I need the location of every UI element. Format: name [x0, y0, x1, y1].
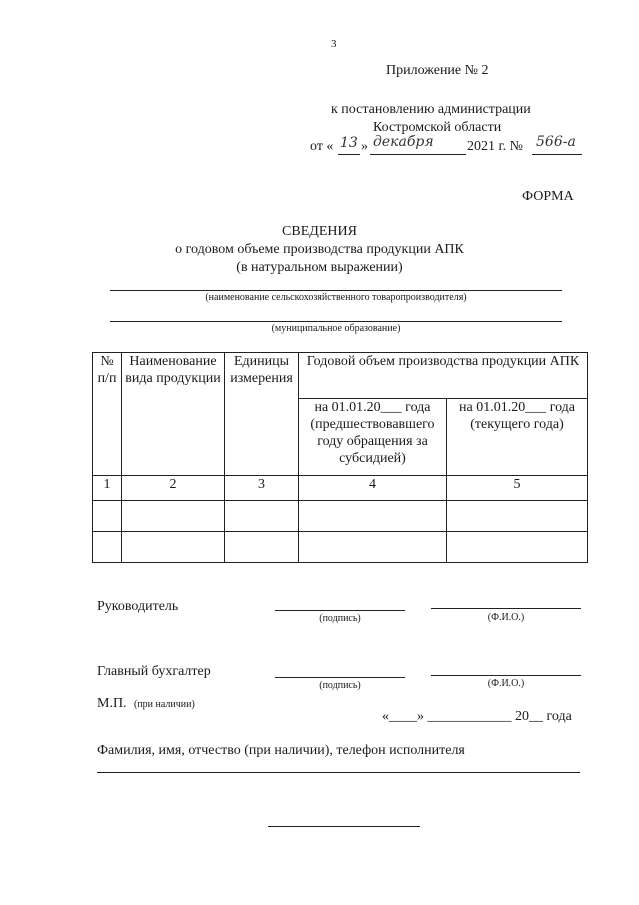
table-row: [93, 501, 588, 532]
number-underline: [532, 154, 582, 155]
table-cell[interactable]: [225, 501, 299, 532]
header-col-previous-year: на 01.01.20___ года (предшествовавшего году обращения за субсидией): [299, 399, 447, 476]
table-cell[interactable]: [93, 501, 122, 532]
appendix-title: Приложение № 2: [386, 63, 489, 78]
head-signature-caption: (подпись): [319, 613, 361, 624]
head-signature-line[interactable]: [275, 610, 405, 611]
header-col-number: № п/п: [93, 353, 122, 476]
header-col-product-name: Наименование вида продукции: [122, 353, 225, 476]
table-row-numbers: [93, 476, 588, 501]
table-cell[interactable]: [447, 532, 588, 563]
accountant-name-line[interactable]: [431, 675, 581, 676]
head-name-caption: (Ф.И.О.): [487, 612, 525, 623]
producer-name-line: [110, 290, 562, 291]
header-col-current-year: на 01.01.20___ года (текущего года): [447, 399, 588, 476]
accountant-name-caption: (Ф.И.О.): [487, 678, 525, 689]
date-month: декабря: [373, 134, 434, 150]
municipality-line: [110, 321, 562, 322]
day-underline: [338, 154, 360, 155]
head-label: Руководитель: [97, 599, 179, 614]
header-col-units: Единицы измерения: [225, 353, 299, 476]
page-number: 3: [331, 38, 337, 50]
column-number: 5: [447, 476, 588, 501]
document-title: СВЕДЕНИЯ: [282, 224, 357, 239]
bottom-line: [268, 826, 420, 827]
header-group-volume: Годовой объем производства продукции АПК: [299, 353, 588, 399]
column-number: 1: [93, 476, 122, 501]
form-label: ФОРМА: [522, 189, 574, 204]
table-cell[interactable]: [299, 532, 447, 563]
doc-number: 566-а: [536, 134, 576, 150]
table-cell[interactable]: [93, 532, 122, 563]
table-cell[interactable]: [122, 532, 225, 563]
seal-label: М.П.: [97, 696, 127, 711]
column-number: 3: [225, 476, 299, 501]
table-row: [93, 532, 588, 563]
head-name-line[interactable]: [431, 608, 581, 609]
seal-note: (при наличии): [134, 699, 195, 710]
date-mid: »: [361, 139, 368, 154]
table-cell[interactable]: [447, 501, 588, 532]
executor-line[interactable]: [97, 772, 580, 773]
date-line: «____» ____________ 20__ года: [382, 709, 572, 724]
accountant-signature-line[interactable]: [275, 677, 405, 678]
document-subtitle-1: о годовом объеме производства продукции АПК: [175, 242, 464, 257]
producer-caption: (наименование сельскохозяйственного товаропроизводителя): [205, 292, 467, 303]
date-year: 2021 г. №: [467, 139, 524, 154]
accountant-signature-caption: (подпись): [319, 680, 361, 691]
executor-label: Фамилия, имя, отчество (при наличии), телефон исполнителя: [97, 743, 465, 758]
table-cell[interactable]: [225, 532, 299, 563]
date-day: 13: [340, 135, 358, 151]
document-subtitle-2: (в натуральном выражении): [236, 260, 403, 275]
municipality-caption: (муниципальное образование): [271, 323, 401, 334]
date-prefix: от «: [310, 139, 334, 154]
appendix-ref-line2: Костромской области: [373, 120, 502, 135]
column-number: 2: [122, 476, 225, 501]
table-cell[interactable]: [122, 501, 225, 532]
month-underline: [370, 154, 466, 155]
appendix-ref-line1: к постановлению администрации: [331, 102, 531, 117]
production-table: [92, 352, 588, 563]
accountant-label: Главный бухгалтер: [97, 664, 211, 679]
table-cell[interactable]: [299, 501, 447, 532]
column-number: 4: [299, 476, 447, 501]
